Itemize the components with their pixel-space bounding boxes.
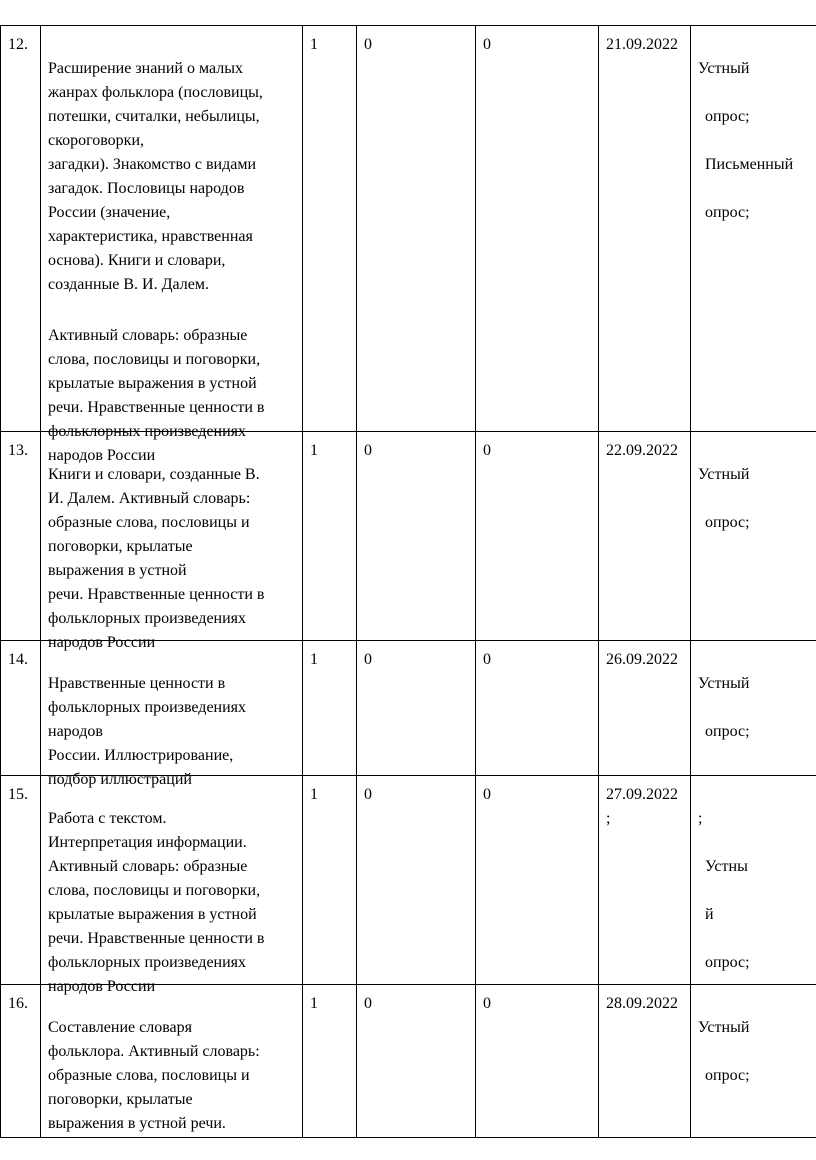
lesson-topic [48,439,303,679]
row-divider [0,25,816,26]
column-divider [690,25,691,1138]
hours-total: 1 [310,651,318,668]
lesson-topic-text: Книги и словари, созданные В. И. Далем. Активный словарь: образные слова, пословицы и поговорки, крылатые выражения в устной речи. Нравственные ценности в фольклорных произведениях народов России [48,466,265,651]
column-divider [356,25,357,1138]
column-divider [0,25,1,1138]
lesson-topic-vocabulary: Активный словарь: образные слова, пословицы и поговорки, крылатые выражения в устной речи. Нравственные ценности в фольклорных произведениях народов России [48,327,265,464]
assessment-form-line: Устны [705,858,748,875]
lesson-topic-text: Расширение знаний о малых жанрах фольклора (пословицы, потешки, считалки, небылицы, скороговорки, загадки). Знакомство с видами загадок. Пословицы народов России (значение, характеристика, нравственная основа). Книги и словари, созданные В. И. Далем. [48,60,263,293]
assessment-form-line: й [705,906,714,923]
lesson-topic-text: Работа с текстом. Интерпретация информации. Активный словарь: образные слова, пословицы и поговорки, крылатые выражения в устной речи. Нравственные ценности в фольклорных произведениях народов России [48,810,265,995]
assessment-form-line: опрос; [705,1067,750,1084]
assessment-form-line: Устный [698,60,750,77]
control-works: 0 [364,651,372,668]
lesson-topic [48,783,303,1023]
assessment-form-line: опрос; [705,514,750,531]
assessment-form [698,33,793,249]
column-divider [475,25,476,1138]
row-number: 15. [8,786,28,803]
hours-total: 1 [310,442,318,459]
row-number: 16. [8,995,28,1012]
assessment-form [698,439,750,559]
control-works: 0 [364,995,372,1012]
lesson-topic [48,992,303,1160]
lesson-date: 28.09.2022 [606,995,678,1012]
practical-works: 0 [483,651,491,668]
practical-works: 0 [483,995,491,1012]
assessment-form-line: опрос; [705,204,750,221]
control-works: 0 [364,442,372,459]
control-works: 0 [364,786,372,803]
control-works: 0 [364,36,372,53]
assessment-form-line: ; [698,810,703,827]
practical-works: 0 [483,786,491,803]
practical-works: 0 [483,442,491,459]
column-divider [598,25,599,1138]
assessment-form [698,783,750,999]
assessment-form-line: опрос; [705,108,750,125]
lesson-topic-text: Нравственные ценности в фольклорных произведениях народов России. Иллюстрирование, подбор иллюстраций [48,675,247,788]
lesson-date: 21.09.2022 [606,36,678,53]
assessment-form-line: опрос; [705,723,750,740]
lesson-date: 26.09.2022 [606,651,678,668]
lesson-topic [48,33,303,492]
assessment-form [698,992,750,1112]
hours-total: 1 [310,36,318,53]
assessment-form-line: Устный [698,1019,750,1036]
assessment-form-line: Письменный [705,156,794,173]
lesson-topic-text: Составление словаря фольклора. Активный словарь: образные слова, пословицы и поговорки, крылатые выражения в устной речи. [48,1019,260,1132]
row-number: 13. [8,442,28,459]
column-divider [40,25,41,1138]
practical-works: 0 [483,36,491,53]
hours-total: 1 [310,995,318,1012]
hours-total: 1 [310,786,318,803]
row-number: 12. [8,36,28,53]
lesson-date: 27.09.2022 ; [606,786,678,827]
lesson-date: 22.09.2022 [606,442,678,459]
assessment-form [698,648,750,768]
assessment-form-line: опрос; [705,954,750,971]
row-number: 14. [8,651,28,668]
assessment-form-line: Устный [698,675,750,692]
assessment-form-line: Устный [698,466,750,483]
